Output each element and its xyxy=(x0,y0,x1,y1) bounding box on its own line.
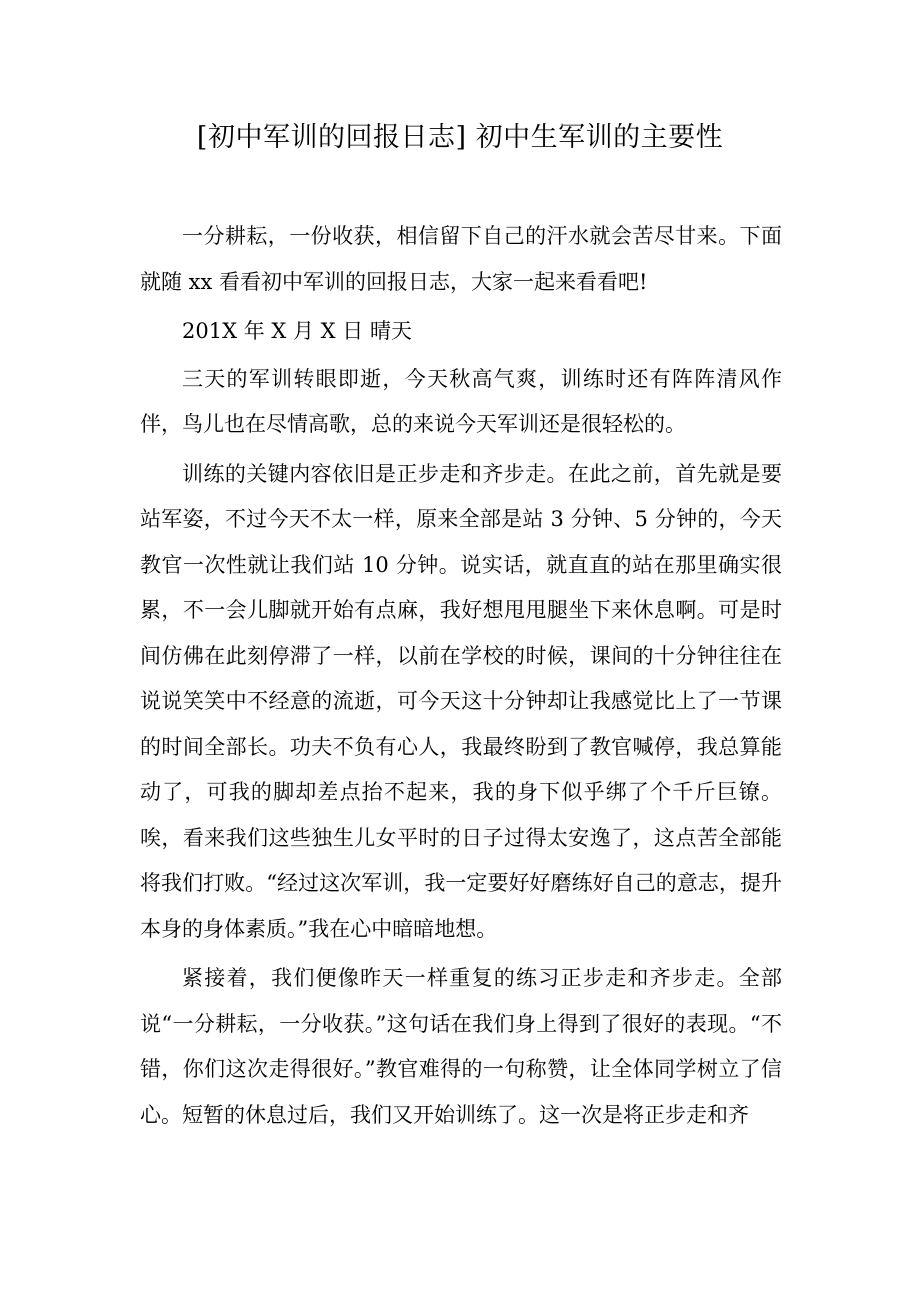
document-title: [初中军训的回报日志] 初中生军训的主要性 xyxy=(196,122,724,153)
paragraph-continue: 紧接着，我们便像昨天一样重复的练习正步走和齐步走。全部说“一分耕耘，一分收获。”这句话在我们身上得到了很好的表现。“不错，你们这次走得很好。”教官难得的一句称赞，让全体同学树立了信心。短暂的休息过后，我们又开始训练了。这一次是将正步走和齐 xyxy=(140,966,782,1127)
document-body xyxy=(140,214,782,1142)
paragraph-training: 训练的关键内容依旧是正步走和齐步走。在此之前，首先就是要站军姿，不过今天不太一样，原来全部是站 3 分钟、5 分钟的，今天教官一次性就让我们站 10 分钟。说实话，就直直的站在那里确实很累，不一会儿脚就开始有点麻，我好想甩甩腿坐下来休息啊。可是时间仿佛在此刻停滞了一样，以前在学校的时候，课间的十分钟往往在说说笑笑中不经意的流逝，可今天这十分钟却让我感觉比上了一节课的时间全部长。功夫不负有心人，我最终盼到了教官喊停，我总算能动了，可我的脚却差点抬不起来，我的身下似乎绑了个千斤巨镣。唉，看来我们这些独生儿女平时的日子过得太安逸了，这点苦全部能将我们打败。“经过这次军训，我一定要好好磨练好自己的意志，提升本身的身体素质。”我在心中暗暗地想。 xyxy=(140,461,782,941)
paragraph-weather: 三天的军训转眼即逝，今天秋高气爽，训练时还有阵阵清风作伴，鸟儿也在尽情高歌，总的来说今天军训还是很轻松的。 xyxy=(140,366,782,436)
paragraph-date: 201X 年 X 月 X 日 晴天 xyxy=(182,319,412,343)
paragraph-intro: 一分耕耘，一份收获，相信留下自己的汗水就会苦尽甘来。下面就随 xx 看看初中军训的回报日志，大家一起来看看吧! xyxy=(140,224,782,294)
